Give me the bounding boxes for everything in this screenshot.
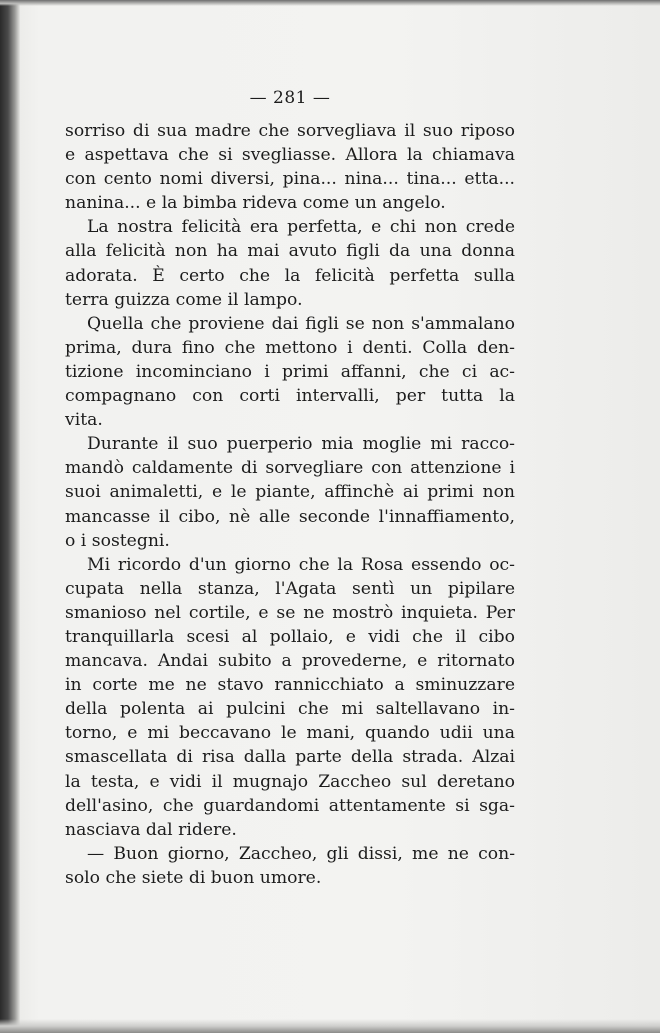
text-line: in corte me ne stavo rannicchiato a sminuzzare — [65, 675, 515, 696]
text-line: prima, dura fino che mettono i denti. Colla den- — [65, 337, 515, 358]
text-line: nanina... e la bimba rideva come un angelo. — [65, 193, 446, 214]
text-line: mancasse il cibo, nè alle seconde l'innaffiamento, — [65, 506, 515, 527]
text-line: torno, e mi beccavano le mani, quando udii una — [65, 723, 515, 744]
paragraph-first-line: Durante il suo puerperio mia moglie mi racco- — [87, 434, 515, 455]
text-line: mancava. Andai subito a provederne, e ritornato — [65, 651, 515, 672]
text-line: sorriso di sua madre che sorvegliava il suo riposo — [65, 121, 515, 141]
text-line: terra guizza come il lampo. — [65, 289, 303, 310]
text-line: smanioso nel cortile, e se ne mostrò inquieta. Per — [65, 602, 515, 623]
text-line: la testa, e vidi il mugnajo Zaccheo sul deretano — [65, 771, 515, 792]
text-line: dell'asino, che guardandomi attentamente si sga- — [65, 795, 515, 816]
text-line: della polenta ai pulcini che mi saltellavano in- — [65, 699, 515, 720]
text-line: compagnano con corti intervalli, per tutta la — [65, 386, 515, 407]
text-line: solo che siete di buon umore. — [65, 867, 322, 888]
text-line: alla felicità non ha mai avuto figli da una donna — [65, 241, 515, 262]
text-line: e aspettava che si svegliasse. Allora la chiamava — [65, 145, 515, 166]
text-line: mandò caldamente di sorvegliare con attenzione i — [65, 458, 515, 479]
paragraph-first-line: Mi ricordo d'un giorno che la Rosa essendo oc- — [87, 554, 515, 575]
text-line: o i sostegni. — [65, 530, 170, 551]
text-line: tranquillarla scesi al pollaio, e vidi che il cibo — [65, 626, 515, 647]
text-line: tizione incominciano i primi affanni, che ci ac- — [65, 361, 515, 382]
text-line: con cento nomi diversi, pina... nina... tina... etta... — [65, 169, 515, 190]
page-top-edge — [0, 0, 660, 6]
text-line: cupata nella stanza, l'Agata sentì un pipilare — [65, 578, 515, 599]
text-line: suoi animaletti, e le piante, affinchè ai primi non — [65, 482, 515, 503]
paragraph-first-line: La nostra felicità era perfetta, e chi non crede — [87, 217, 515, 238]
paragraph-first-line: — Buon giorno, Zaccheo, gli dissi, me ne con- — [87, 843, 515, 864]
text-line: vita. — [65, 410, 103, 431]
page-bottom-edge — [0, 1019, 660, 1033]
text-line: adorata. È certo che la felicità perfetta sulla — [65, 265, 515, 286]
body-text — [65, 119, 515, 890]
paragraph-first-line: Quella che proviene dai figli se non s'ammalano — [87, 313, 515, 334]
text-line: smascellata di risa dalla parte della strada. Alzai — [65, 747, 515, 768]
text-line: nasciava dal ridere. — [65, 819, 237, 840]
page-number: — 281 — — [249, 88, 331, 108]
book-spine-shadow — [0, 0, 20, 1033]
